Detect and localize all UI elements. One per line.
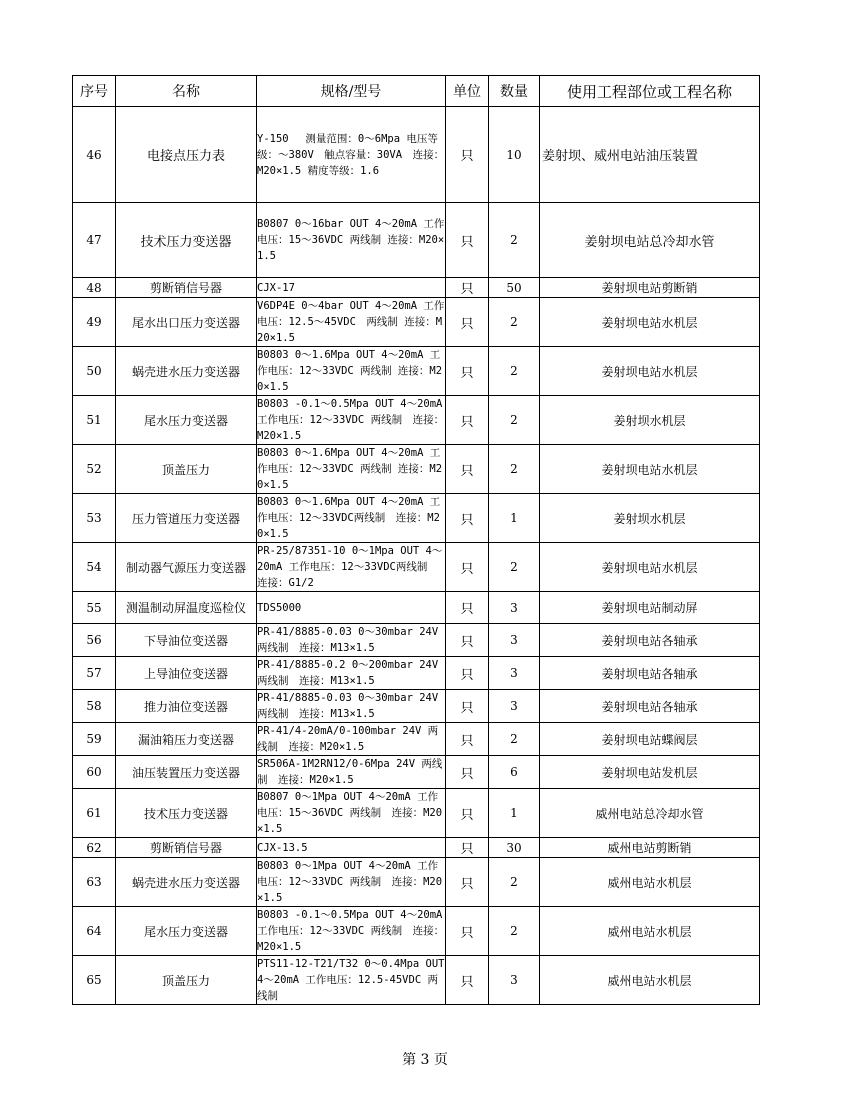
row-usage: 姜射坝电站水机层 bbox=[540, 543, 760, 592]
header-qty: 数量 bbox=[489, 76, 540, 107]
row-number: 65 bbox=[73, 956, 116, 1005]
table-row bbox=[73, 592, 760, 624]
row-unit: 只 bbox=[446, 592, 489, 624]
row-name: 电接点压力表 bbox=[116, 107, 257, 203]
row-number: 52 bbox=[73, 445, 116, 494]
row-spec: V6DP4E 0～4bar OUT 4～20mA 工作电压：12.5～45VDC 两线制 连接：M20×1.5 bbox=[257, 298, 446, 347]
row-quantity: 1 bbox=[489, 494, 540, 543]
row-number: 55 bbox=[73, 592, 116, 624]
row-number: 64 bbox=[73, 907, 116, 956]
table-row bbox=[73, 956, 760, 1005]
row-unit: 只 bbox=[446, 445, 489, 494]
row-name: 剪断销信号器 bbox=[116, 838, 257, 858]
row-name: 上导油位变送器 bbox=[116, 657, 257, 690]
row-quantity: 2 bbox=[489, 347, 540, 396]
row-name: 尾水压力变送器 bbox=[116, 907, 257, 956]
row-usage: 威州电站总冷却水管 bbox=[540, 789, 760, 838]
row-number: 60 bbox=[73, 756, 116, 789]
row-usage: 姜射坝电站各轴承 bbox=[540, 657, 760, 690]
header-spec: 规格/型号 bbox=[257, 76, 446, 107]
table-row bbox=[73, 203, 760, 278]
row-usage: 威州电站水机层 bbox=[540, 956, 760, 1005]
row-usage: 威州电站水机层 bbox=[540, 858, 760, 907]
row-number: 50 bbox=[73, 347, 116, 396]
row-name: 油压装置压力变送器 bbox=[116, 756, 257, 789]
table-row bbox=[73, 723, 760, 756]
row-quantity: 30 bbox=[489, 838, 540, 858]
row-spec: SR506A-1M2RN12/0-6Mpa 24V 两线制 连接：M20×1.5 bbox=[257, 756, 446, 789]
row-name: 技术压力变送器 bbox=[116, 203, 257, 278]
row-usage: 姜射坝电站水机层 bbox=[540, 298, 760, 347]
row-usage: 姜射坝水机层 bbox=[540, 396, 760, 445]
row-spec: B0803 0～1.6Mpa OUT 4～20mA 工作电压：12～33VDC 两线制 连接：M20×1.5 bbox=[257, 445, 446, 494]
row-unit: 只 bbox=[446, 107, 489, 203]
row-name: 漏油箱压力变送器 bbox=[116, 723, 257, 756]
row-name: 制动器气源压力变送器 bbox=[116, 543, 257, 592]
row-usage: 姜射坝电站各轴承 bbox=[540, 624, 760, 657]
row-number: 47 bbox=[73, 203, 116, 278]
row-quantity: 2 bbox=[489, 858, 540, 907]
row-quantity: 2 bbox=[489, 543, 540, 592]
table-row bbox=[73, 624, 760, 657]
row-spec: B0803 0～1.6Mpa OUT 4～20mA 工作电压：12～33VDC两线制 连接：M20×1.5 bbox=[257, 494, 446, 543]
table-row bbox=[73, 858, 760, 907]
row-name: 技术压力变送器 bbox=[116, 789, 257, 838]
row-usage: 姜射坝电站发机层 bbox=[540, 756, 760, 789]
table-row bbox=[73, 756, 760, 789]
row-number: 51 bbox=[73, 396, 116, 445]
row-quantity: 3 bbox=[489, 690, 540, 723]
row-spec: CJX-17 bbox=[257, 278, 446, 298]
row-spec: Y-150 测量范围：0～6Mpa 电压等级：～380V 触点容量：30VA 连接：M20×1.5 精度等级：1.6 bbox=[257, 107, 446, 203]
row-usage: 姜射坝电站各轴承 bbox=[540, 690, 760, 723]
row-name: 顶盖压力 bbox=[116, 956, 257, 1005]
row-unit: 只 bbox=[446, 624, 489, 657]
row-number: 58 bbox=[73, 690, 116, 723]
row-spec: B0803 -0.1～0.5Mpa OUT 4～20mA 工作电压：12～33VDC 两线制 连接：M20×1.5 bbox=[257, 907, 446, 956]
table-row bbox=[73, 690, 760, 723]
row-unit: 只 bbox=[446, 396, 489, 445]
row-quantity: 50 bbox=[489, 278, 540, 298]
page-number: 第 3 页 bbox=[402, 1052, 448, 1068]
header-unit: 单位 bbox=[446, 76, 489, 107]
row-spec: B0803 -0.1～0.5Mpa OUT 4～20mA 工作电压：12～33VDC 两线制 连接：M20×1.5 bbox=[257, 396, 446, 445]
table-row bbox=[73, 445, 760, 494]
row-number: 48 bbox=[73, 278, 116, 298]
table-row bbox=[73, 907, 760, 956]
row-spec: B0803 0～1Mpa OUT 4～20mA 工作电压：12～33VDC 两线制 连接：M20×1.5 bbox=[257, 858, 446, 907]
row-unit: 只 bbox=[446, 298, 489, 347]
row-usage: 姜射坝电站总冷却水管 bbox=[540, 203, 760, 278]
row-quantity: 2 bbox=[489, 298, 540, 347]
row-spec: PR-41/8885-0.2 0～200mbar 24V 两线制 连接：M13×1.5 bbox=[257, 657, 446, 690]
row-spec: PR-41/4-20mA/0-100mbar 24V 两线制 连接：M20×1.5 bbox=[257, 723, 446, 756]
row-unit: 只 bbox=[446, 543, 489, 592]
row-quantity: 3 bbox=[489, 956, 540, 1005]
materials-table bbox=[72, 75, 760, 1005]
row-number: 62 bbox=[73, 838, 116, 858]
row-unit: 只 bbox=[446, 907, 489, 956]
row-number: 54 bbox=[73, 543, 116, 592]
row-spec: B0807 0～16bar OUT 4～20mA 工作电压：15～36VDC 两线制 连接：M20×1.5 bbox=[257, 203, 446, 278]
table-row bbox=[73, 396, 760, 445]
row-spec: TDS5000 bbox=[257, 592, 446, 624]
row-quantity: 2 bbox=[489, 445, 540, 494]
header-name: 名称 bbox=[116, 76, 257, 107]
row-quantity: 6 bbox=[489, 756, 540, 789]
row-usage: 姜射坝电站水机层 bbox=[540, 445, 760, 494]
row-name: 推力油位变送器 bbox=[116, 690, 257, 723]
row-number: 53 bbox=[73, 494, 116, 543]
row-quantity: 1 bbox=[489, 789, 540, 838]
row-usage: 姜射坝电站剪断销 bbox=[540, 278, 760, 298]
row-number: 63 bbox=[73, 858, 116, 907]
row-name: 蜗壳进水压力变送器 bbox=[116, 347, 257, 396]
row-number: 59 bbox=[73, 723, 116, 756]
row-unit: 只 bbox=[446, 956, 489, 1005]
row-quantity: 2 bbox=[489, 203, 540, 278]
row-unit: 只 bbox=[446, 494, 489, 543]
row-usage: 姜射坝、威州电站油压装置 bbox=[540, 107, 760, 203]
row-number: 46 bbox=[73, 107, 116, 203]
row-unit: 只 bbox=[446, 278, 489, 298]
row-name: 蜗壳进水压力变送器 bbox=[116, 858, 257, 907]
row-unit: 只 bbox=[446, 690, 489, 723]
row-spec: PTS11-12-T21/T32 0～0.4Mpa OUT 4～20mA 工作电压：12.5-45VDC 两线制 bbox=[257, 956, 446, 1005]
row-usage: 姜射坝电站蝶阀层 bbox=[540, 723, 760, 756]
row-name: 剪断销信号器 bbox=[116, 278, 257, 298]
row-quantity: 2 bbox=[489, 907, 540, 956]
table-row bbox=[73, 107, 760, 203]
row-quantity: 3 bbox=[489, 624, 540, 657]
row-spec: B0803 0～1.6Mpa OUT 4～20mA 工作电压：12～33VDC 两线制 连接：M20×1.5 bbox=[257, 347, 446, 396]
row-spec: B0807 0～1Mpa OUT 4～20mA 工作电压：15～36VDC 两线制 连接：M20×1.5 bbox=[257, 789, 446, 838]
header-use: 使用工程部位或工程名称 bbox=[540, 76, 760, 107]
row-usage: 姜射坝水机层 bbox=[540, 494, 760, 543]
row-name: 下导油位变送器 bbox=[116, 624, 257, 657]
table-row bbox=[73, 298, 760, 347]
row-number: 49 bbox=[73, 298, 116, 347]
row-name: 尾水出口压力变送器 bbox=[116, 298, 257, 347]
row-quantity: 2 bbox=[489, 396, 540, 445]
row-unit: 只 bbox=[446, 723, 489, 756]
row-spec: PR-41/8885-0.03 0～30mbar 24V 两线制 连接：M13×1.5 bbox=[257, 690, 446, 723]
row-quantity: 3 bbox=[489, 657, 540, 690]
row-usage: 姜射坝电站水机层 bbox=[540, 347, 760, 396]
row-usage: 姜射坝电站制动屏 bbox=[540, 592, 760, 624]
table-row bbox=[73, 494, 760, 543]
row-spec: CJX-13.5 bbox=[257, 838, 446, 858]
row-unit: 只 bbox=[446, 858, 489, 907]
row-unit: 只 bbox=[446, 203, 489, 278]
header-no: 序号 bbox=[73, 76, 116, 107]
row-number: 56 bbox=[73, 624, 116, 657]
row-unit: 只 bbox=[446, 789, 489, 838]
row-number: 57 bbox=[73, 657, 116, 690]
row-number: 61 bbox=[73, 789, 116, 838]
table-row bbox=[73, 838, 760, 858]
row-unit: 只 bbox=[446, 756, 489, 789]
row-spec: PR-41/8885-0.03 0～30mbar 24V 两线制 连接：M13×1.5 bbox=[257, 624, 446, 657]
table-row bbox=[73, 347, 760, 396]
row-quantity: 3 bbox=[489, 592, 540, 624]
row-unit: 只 bbox=[446, 838, 489, 858]
row-unit: 只 bbox=[446, 657, 489, 690]
row-unit: 只 bbox=[446, 347, 489, 396]
row-usage: 威州电站水机层 bbox=[540, 907, 760, 956]
row-quantity: 10 bbox=[489, 107, 540, 203]
row-name: 尾水压力变送器 bbox=[116, 396, 257, 445]
table-header-row bbox=[73, 76, 760, 107]
row-usage: 威州电站剪断销 bbox=[540, 838, 760, 858]
table-row bbox=[73, 789, 760, 838]
row-name: 压力管道压力变送器 bbox=[116, 494, 257, 543]
table-row bbox=[73, 543, 760, 592]
row-name: 测温制动屏温度巡检仪 bbox=[116, 592, 257, 624]
table-row bbox=[73, 278, 760, 298]
row-name: 顶盖压力 bbox=[116, 445, 257, 494]
row-spec: PR-25/87351-10 0～1Mpa OUT 4～20mA 工作电压：12～33VDC两线制 连接：G1/2 bbox=[257, 543, 446, 592]
row-quantity: 2 bbox=[489, 723, 540, 756]
table-row bbox=[73, 657, 760, 690]
